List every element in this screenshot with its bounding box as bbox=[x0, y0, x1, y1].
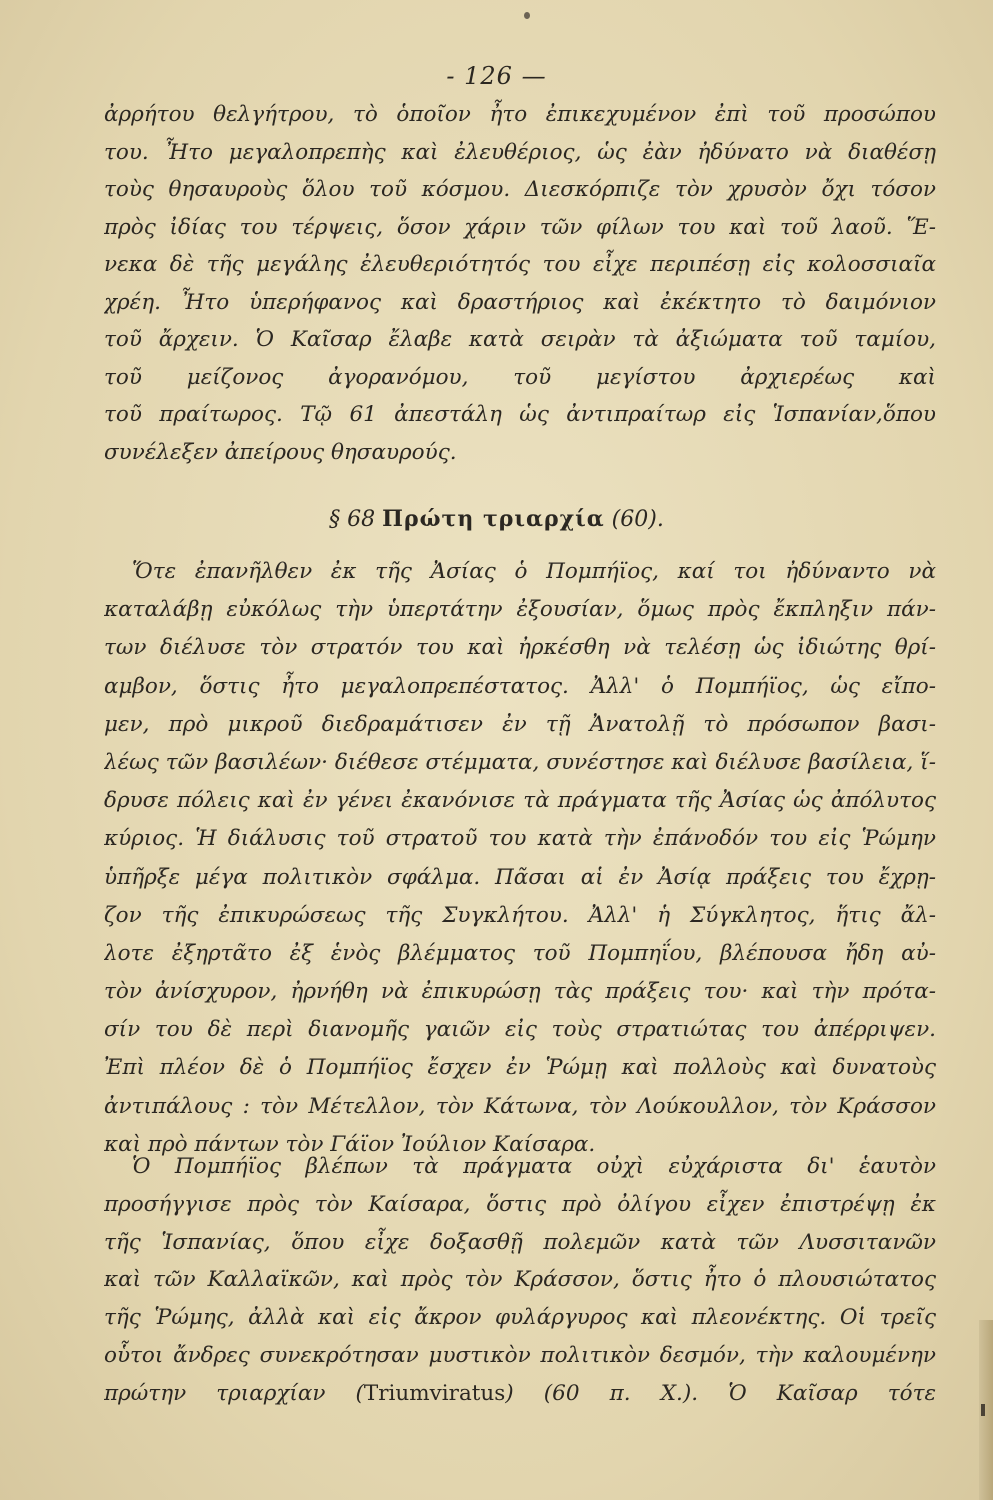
text-line: ζον τῆς ἐπικυρώσεως τῆς Συγκλήτου. Ἀλλ' ἡ Σύγκλητος, ἥτις ἄλ- bbox=[104, 902, 936, 928]
text-line: σίν του δὲ περὶ διανομῆς γαιῶν εἰς τοὺς στρατιώτας του ἀπέρριψεν. bbox=[104, 1017, 936, 1043]
text-line: συνέλεξεν ἀπείρους θησαυρούς. bbox=[104, 439, 457, 465]
text-line: δρυσε πόλεις καὶ ἐν γένει ἐκανόνισε τὰ πράγματα τῆς Ἀσίας ὡς ἀπόλυτος bbox=[104, 788, 936, 814]
page-number: - 126 — bbox=[446, 62, 547, 90]
section-title: Πρώτη τριαρχία bbox=[382, 506, 605, 532]
text-line: οὗτοι ἄνδρες συνεκρότησαν μυστικὸν πολιτικὸν δεσμόν, τὴν καλουμένην bbox=[104, 1342, 936, 1368]
text-line: τοῦ πραίτωρος. Τῷ 61 ἀπεστάλη ὡς ἀντιπραίτωρ εἰς Ἱσπανίαν,ὅπου bbox=[104, 402, 936, 427]
text-line: αμβον, ὅστις ἦτο μεγαλοπρεπέστατος. Ἀλλ' ὁ Πομπήϊος, ὡς εἴπο- bbox=[104, 673, 936, 699]
text-line: κύριος. Ἡ διάλυσις τοῦ στρατοῦ του κατὰ τὴν ἐπάνοδόν του εἰς Ῥώμην bbox=[104, 826, 936, 852]
text-line: χρέη. Ἦτο ὑπερήφανος καὶ δραστήριος καὶ ἐκέκτητο τὸ δαιμόνιον bbox=[104, 289, 936, 315]
text-line: ἀρρήτου θελγήτρου, τὸ ὁποῖον ἦτο ἐπικεχυμένον ἐπὶ τοῦ προσώπου bbox=[104, 102, 936, 127]
edge-mark bbox=[981, 1404, 985, 1416]
text-line: ἀντιπάλους : τὸν Μέτελλον, τὸν Κάτωνα, τὸν Λούκουλλον, τὸν Κράσσον bbox=[104, 1093, 936, 1119]
text-line: Ὁ Πομπήϊος βλέπων τὰ πράγματα οὐχὶ εὐχάριστα δι' ἑαυτὸν bbox=[132, 1154, 936, 1179]
text-line: λέως τῶν βασιλέων· διέθεσε στέμματα, συνέστησε καὶ διέλυσε βασίλεια, ἵ- bbox=[104, 749, 936, 775]
text-line: τοὺς θησαυροὺς ὅλου τοῦ κόσμου. Διεσκόρπιζε τὸν χρυσὸν ὄχι τόσον bbox=[104, 177, 936, 202]
text-line: Ἐπὶ πλέον δὲ ὁ Πομπήϊος ἔσχεν ἐν Ῥώμῃ καὶ πολλοὺς καὶ δυνατοὺς bbox=[104, 1055, 936, 1081]
text-line: τὸν ἀνίσχυρον, ἠρνήθη νὰ ἐπικυρώσῃ τὰς πράξεις του· καὶ τὴν πρότα- bbox=[104, 979, 936, 1005]
text-line: του. Ἦτο μεγαλοπρεπὴς καὶ ἐλευθέριος, ὡς ἐὰν ἠδύνατο νὰ διαθέσῃ bbox=[104, 139, 936, 165]
text-line: μεν, πρὸ μικροῦ διεδραμάτισεν ἐν τῇ Ἀνατολῇ τὸ πρόσωπον βασι- bbox=[104, 711, 936, 737]
paragraph-1 bbox=[104, 96, 936, 471]
text-line: των διέλυσε τὸν στρατόν του καὶ ἠρκέσθη νὰ τελέσῃ ὡς ἰδιώτης θρί- bbox=[104, 635, 936, 661]
text-line: τῆς Ῥώμης, ἀλλὰ καὶ εἰς ἄκρον φυλάργυρος καὶ πλεονέκτης. Οἱ τρεῖς bbox=[104, 1305, 936, 1331]
text-line: καταλάβῃ εὐκόλως τὴν ὑπερτάτην ἐξουσίαν, ὅμως πρὸς ἔκπληξιν πάν- bbox=[104, 597, 936, 623]
text-line: καὶ τῶν Καλλαϊκῶν, καὶ πρὸς τὸν Κράσσον, ὅστις ἦτο ὁ πλουσιώτατος bbox=[104, 1267, 936, 1293]
paragraph-2 bbox=[104, 553, 936, 1164]
text-line: πρώτην τριαρχίαν (Triumviratus) (60 π. Χ.). Ὁ Καῖσαρ τότε bbox=[104, 1380, 936, 1406]
text-line: τῆς Ἱσπανίας, ὅπου εἶχε δοξασθῇ πολεμῶν κατὰ τῶν Λυσσιτανῶν bbox=[104, 1229, 936, 1255]
text-line: Ὅτε ἐπανῆλθεν ἐκ τῆς Ἀσίας ὁ Πομπήϊος, καί τοι ἠδύναντο νὰ bbox=[132, 559, 936, 584]
text-line: ὑπῆρξε μέγα πολιτικὸν σφάλμα. Πᾶσαι αἱ ἐν Ἀσίᾳ πράξεις του ἔχρῃ- bbox=[104, 864, 936, 890]
section-year: (60). bbox=[611, 507, 664, 532]
text-line: πρὸς ἰδίας του τέρψεις, ὅσον χάριν τῶν φίλων του καὶ τοῦ λαοῦ. Ἕ- bbox=[104, 214, 936, 240]
section-heading bbox=[0, 506, 993, 532]
text-line: καὶ πρὸ πάντων τὸν Γάϊον Ἰούλιον Καίσαρα. bbox=[104, 1131, 596, 1157]
text-line: προσήγγισε πρὸς τὸν Καίσαρα, ὅστις πρὸ ὀλίγου εἶχεν ἐπιστρέψῃ ἐκ bbox=[104, 1191, 936, 1217]
text-line: τοῦ μείζονος ἀγορανόμου, τοῦ μεγίστου ἀρχιερέως καὶ bbox=[104, 364, 936, 390]
ink-dot bbox=[524, 12, 530, 19]
text-line: νεκα δὲ τῆς μεγάλης ἐλευθεριότητός του εἶχε περιπέσῃ εἰς κολοσσιαῖα bbox=[104, 252, 936, 277]
latin-term: Triumviratus bbox=[363, 1380, 506, 1406]
paragraph-3 bbox=[104, 1148, 936, 1413]
text-line: τοῦ ἄρχειν. Ὁ Καῖσαρ ἔλαβε κατὰ σειρὰν τὰ ἀξιώματα τοῦ ταμίου, bbox=[104, 327, 936, 352]
text-line: λοτε ἐξηρτᾶτο ἐξ ἑνὸς βλέμματος τοῦ Πομπηΐου, βλέπουσα ἤδη αὐ- bbox=[104, 940, 936, 966]
section-number: § 68 bbox=[329, 507, 376, 532]
